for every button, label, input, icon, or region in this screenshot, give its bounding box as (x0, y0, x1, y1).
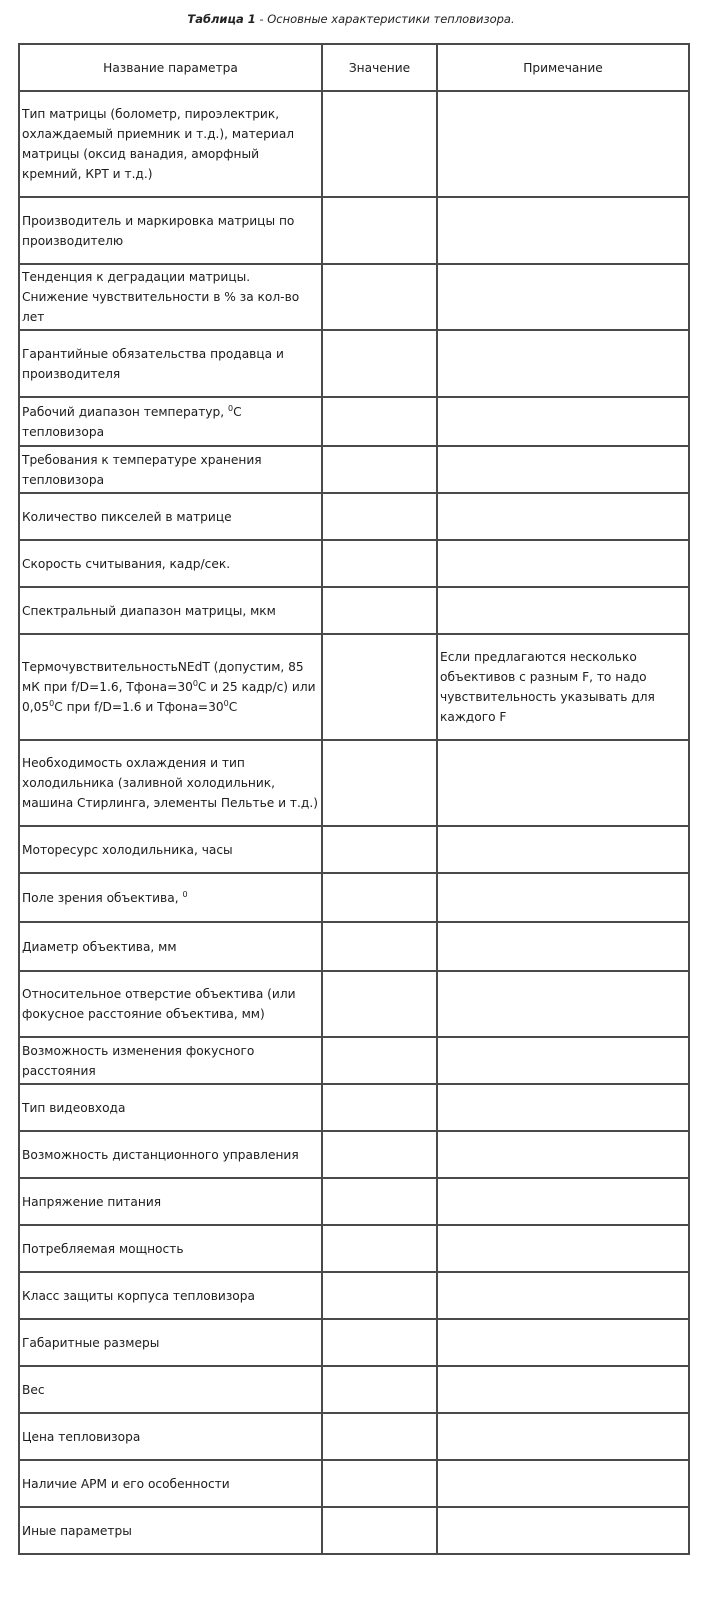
parameter-name: Рабочий диапазон температур, $^0$С тепловизора (19, 397, 322, 446)
parameter-value (322, 1037, 437, 1084)
parameter-name: Относительное отверстие объектива (или фокусное расстояние объектива, мм) (19, 971, 322, 1037)
table-row (19, 587, 689, 634)
parameter-note (437, 1272, 689, 1319)
parameter-name: Производитель и маркировка матрицы по производителю (19, 197, 322, 264)
parameter-value (322, 446, 437, 493)
table-row (19, 1319, 689, 1366)
table-row (19, 197, 689, 264)
table-row (19, 397, 689, 446)
parameter-value (322, 197, 437, 264)
parameter-note (437, 1037, 689, 1084)
parameter-note (437, 1507, 689, 1554)
parameter-value (322, 740, 437, 826)
table-row (19, 446, 689, 493)
parameter-name: Моторесурс холодильника, часы (19, 826, 322, 873)
parameter-name: Габаритные размеры (19, 1319, 322, 1366)
table-row (19, 1037, 689, 1084)
header-note: Примечание (437, 44, 689, 91)
parameter-value (322, 922, 437, 971)
parameter-note (437, 1413, 689, 1460)
table-row (19, 922, 689, 971)
parameter-note (437, 1178, 689, 1225)
table-row (19, 1366, 689, 1413)
parameter-name: Тип матрицы (болометр, пироэлектрик, охлаждаемый приемник и т.д.), материал матрицы (оксид ванадия, аморфный кремний, КРТ и т.д.) (19, 91, 322, 197)
parameter-note (437, 264, 689, 330)
parameter-note (437, 540, 689, 587)
parameter-name: Необходимость охлаждения и тип холодильника (заливной холодильник, машина Стирлинга, элементы Пельтье и т.д.) (19, 740, 322, 826)
parameter-note (437, 446, 689, 493)
parameter-value (322, 634, 437, 740)
parameter-value (322, 873, 437, 922)
parameter-name: Количество пикселей в матрице (19, 493, 322, 540)
parameter-name: Спектральный диапазон матрицы, мкм (19, 587, 322, 634)
parameter-name: Иные параметры (19, 1507, 322, 1554)
table-row (19, 1084, 689, 1131)
parameter-value (322, 971, 437, 1037)
table-row (19, 264, 689, 330)
parameter-name: Потребляемая мощность (19, 1225, 322, 1272)
parameter-value (322, 1225, 437, 1272)
table-row (19, 540, 689, 587)
parameter-name: Напряжение питания (19, 1178, 322, 1225)
caption-number: Таблица 1 (187, 12, 256, 26)
parameter-note (437, 1366, 689, 1413)
parameter-note (437, 1460, 689, 1507)
parameter-name: Поле зрения объектива, $^0$ (19, 873, 322, 922)
parameter-name: Наличие АРМ и его особенности (19, 1460, 322, 1507)
parameter-note (437, 1084, 689, 1131)
parameter-name: Тенденция к деградации матрицы. Снижение чувствительности в % за кол-во лет (19, 264, 322, 330)
table-row (19, 873, 689, 922)
parameter-value (322, 91, 437, 197)
parameter-note (437, 922, 689, 971)
parameter-note (437, 493, 689, 540)
table-row (19, 1272, 689, 1319)
table-row (19, 1460, 689, 1507)
parameter-value (322, 397, 437, 446)
parameter-note (437, 1319, 689, 1366)
parameter-value (322, 1413, 437, 1460)
parameter-note (437, 197, 689, 264)
parameter-value (322, 540, 437, 587)
header-row (19, 44, 689, 91)
table-row (19, 1178, 689, 1225)
parameter-name: Цена тепловизора (19, 1413, 322, 1460)
table-row (19, 1131, 689, 1178)
table-row (19, 91, 689, 197)
parameter-note (437, 1225, 689, 1272)
parameter-value (322, 1460, 437, 1507)
parameter-name: Гарантийные обязательства продавца и производителя (19, 330, 322, 397)
table-row (19, 330, 689, 397)
characteristics-table (18, 43, 690, 1555)
parameter-value (322, 493, 437, 540)
parameter-value (322, 1272, 437, 1319)
parameter-name: Возможность изменения фокусного расстояния (19, 1037, 322, 1084)
parameter-value (322, 587, 437, 634)
table-caption (0, 12, 702, 26)
table-row (19, 1507, 689, 1554)
table-row (19, 971, 689, 1037)
parameter-note: Если предлагаются несколько объективов с разным F, то надо чувствительность указывать для каждого F (437, 634, 689, 740)
parameter-name: ТермочувствительностьNEdT (допустим, 85 мК при f/D=1.6, $Тфона=30^0С$ и 25 кадр/с) или 0,05$^0$С при f/D=1.6 и $Тфона=30^0С$ (19, 634, 322, 740)
parameter-name: Тип видеовхода (19, 1084, 322, 1131)
parameter-value (322, 1178, 437, 1225)
parameter-name: Возможность дистанционного управления (19, 1131, 322, 1178)
parameter-value (322, 1319, 437, 1366)
table-row (19, 1225, 689, 1272)
parameter-value (322, 264, 437, 330)
parameter-value (322, 330, 437, 397)
parameter-name: Требования к температуре хранения тепловизора (19, 446, 322, 493)
parameter-name: Класс защиты корпуса тепловизора (19, 1272, 322, 1319)
table-row (19, 634, 689, 740)
parameter-note (437, 397, 689, 446)
parameter-value (322, 1366, 437, 1413)
caption-text: - Основные характеристики тепловизора. (255, 12, 515, 26)
parameter-value (322, 1084, 437, 1131)
table-row (19, 826, 689, 873)
parameter-name: Вес (19, 1366, 322, 1413)
table-row (19, 740, 689, 826)
parameter-note (437, 91, 689, 197)
parameter-value (322, 826, 437, 873)
parameter-name: Диаметр объектива, мм (19, 922, 322, 971)
header-value: Значение (322, 44, 437, 91)
parameter-note (437, 587, 689, 634)
parameter-note (437, 971, 689, 1037)
parameter-note (437, 826, 689, 873)
header-parameter-name: Название параметра (19, 44, 322, 91)
parameter-note (437, 330, 689, 397)
parameter-value (322, 1131, 437, 1178)
parameter-note (437, 740, 689, 826)
parameter-value (322, 1507, 437, 1554)
table-row (19, 493, 689, 540)
parameter-name: Скорость считывания, кадр/сек. (19, 540, 322, 587)
parameter-note (437, 1131, 689, 1178)
table-row (19, 1413, 689, 1460)
parameter-note (437, 873, 689, 922)
